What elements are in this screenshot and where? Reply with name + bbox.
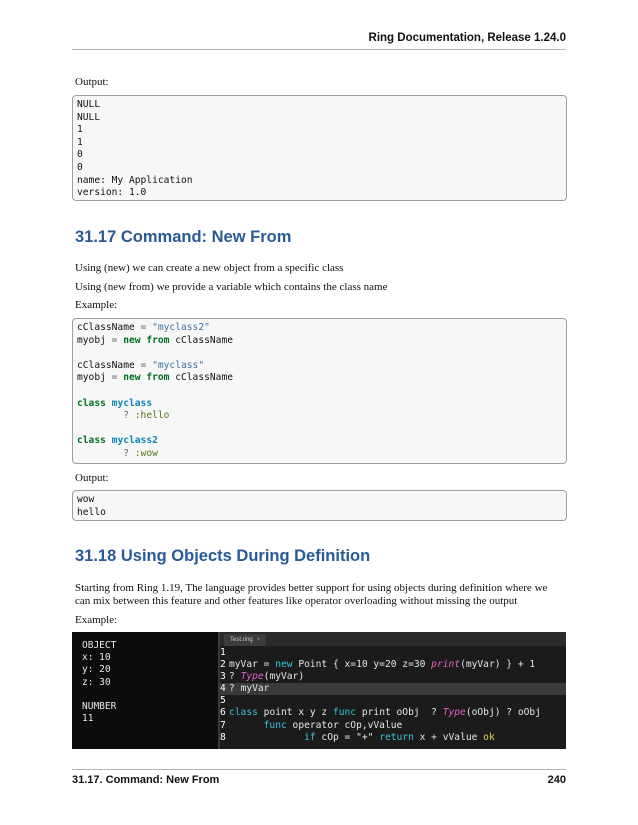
page-number: 240 (547, 774, 566, 786)
example-label: Example: (75, 614, 118, 626)
output-line: NULL (77, 99, 101, 110)
code-line: myobj = new from cClassName (77, 334, 233, 346)
close-icon[interactable]: × (256, 637, 261, 643)
output-code-block (72, 490, 567, 521)
output-line: version: 1.0 (77, 187, 147, 199)
code-line: cClassName = "myclass" (77, 359, 205, 371)
output-code-block (72, 95, 567, 201)
editor-line: 5 (220, 695, 226, 707)
example-label: Example: (75, 299, 118, 311)
console-line: z: 30 (82, 676, 111, 688)
console-line: NUMBER (82, 700, 117, 712)
output-label: Output: (75, 472, 109, 484)
editor-line: 8 if cOp = "+" return x + vValue ok (220, 731, 495, 743)
editor-line: 2 myVar = new Point { x=10 y=20 z=30 print(myVar) } + 1 (220, 659, 536, 671)
code-line: cClassName = "myclass2" (77, 322, 210, 333)
code-line: class myclass (77, 397, 153, 409)
code-editor (220, 632, 566, 749)
console-line: x: 10 (82, 652, 111, 664)
code-line: ? :hello (123, 410, 170, 422)
editor-line: 1 (220, 647, 226, 658)
console-output (72, 632, 218, 749)
code-line (77, 423, 562, 436)
output-line: 1 (77, 136, 83, 148)
editor-line: 7 func operator cOp,vValue (220, 719, 403, 731)
document-title: Ring Documentation, Release 1.24.0 (368, 32, 566, 44)
code-line: ? :wow (123, 447, 158, 459)
output-line: hello (77, 506, 106, 518)
paragraph: Using (new from) we provide a variable which contains the class name (75, 281, 388, 293)
output-line: 0 (77, 149, 83, 161)
editor-line: 3 ? Type(myVar) (220, 671, 305, 683)
output-label: Output: (75, 76, 109, 88)
console-line: y: 20 (82, 664, 111, 676)
running-header (72, 30, 566, 50)
paragraph: Starting from Ring 1.19, The language provides better support for using objects during definition where we can mix between this feature and other features like operator overloading without missing the output (75, 582, 548, 607)
console-line: OBJECT (82, 640, 117, 651)
editor-text (220, 647, 566, 744)
section-heading-objects-definition: 31.18 Using Objects During Definition (75, 547, 371, 565)
console-line: 11 (82, 713, 94, 725)
footer-section: 31.17. Command: New From (72, 774, 220, 786)
section-heading-new-from: 31.17 Command: New From (75, 228, 292, 246)
example-screenshot (72, 632, 566, 749)
output-line: 0 (77, 161, 83, 173)
example-code-block (72, 318, 567, 464)
code-line (77, 347, 562, 360)
editor-line-current: 4 ? myVar (220, 683, 566, 695)
output-line: name: My Application (77, 174, 193, 186)
paragraph: Using (new) we can create a new object from a specific class (75, 262, 344, 274)
output-line: wow (77, 494, 95, 505)
code-line: myobj = new from cClassName (77, 372, 233, 384)
output-line: 1 (77, 124, 83, 136)
editor-line: 6 class point x y z func print oObj ? Type(oObj) ? oObj (220, 707, 541, 719)
console-line (82, 689, 218, 701)
output-line: NULL (77, 111, 101, 123)
code-line: class myclass2 (77, 435, 158, 447)
code-line (77, 385, 562, 398)
running-footer (72, 769, 566, 787)
editor-tab-bar (220, 632, 566, 646)
tab-test-ring[interactable]: Test.ring × (224, 634, 266, 646)
